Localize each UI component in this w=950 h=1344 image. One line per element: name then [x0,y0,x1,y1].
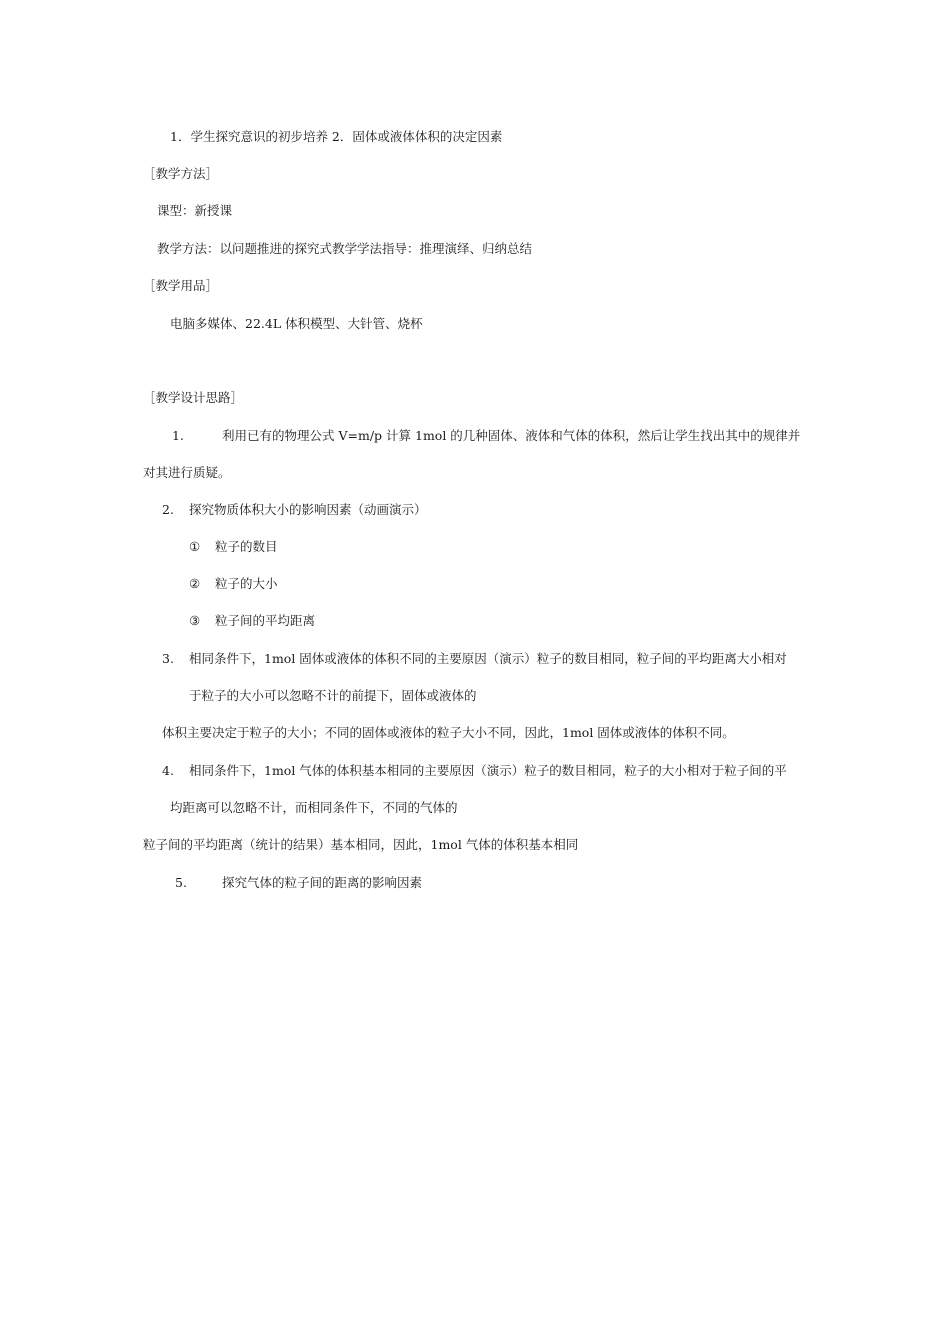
step-2-text: 探究物质体积大小的影响因素（动画演示） [189,502,427,517]
step-3-text: 相同条件下，1mol 固体或液体的体积不同的主要原因（演示）粒子的数目相同，粒子间的平均距离大小相对 [189,651,787,666]
course-type: 课型：新授课 [157,203,233,218]
step-1-text: 利用已有的物理公式 V=m/p 计算 1mol 的几种固体、液体和气体的体积，然后让学生找出其中的规律并 [222,428,801,443]
heading-design-ideas: ［教学设计思路］ [143,390,244,405]
factor-3-marker: ③ [189,613,201,628]
heading-teaching-method: ［教学方法］ [143,166,219,181]
step-4-text-cont: 均距离可以忽略不计，而相同条件下，不同的气体的 [170,800,458,815]
teaching-tools-text: 电脑多媒体、22.4L 体积模型、大针管、烧杯 [170,316,423,331]
heading-teaching-tools: ［教学用品］ [143,278,219,293]
step-3-text-cont-2: 体积主要决定于粒子的大小；不同的固体或液体的粒子大小不同，因此，1mol 固体或液体的体积不同。 [162,725,735,740]
factor-1-marker: ① [189,539,201,554]
step-1-text-cont: 对其进行质疑。 [143,465,231,480]
step-5-text: 探究气体的粒子间的距离的影响因素 [222,875,423,890]
step-5-number: 5. [175,875,187,890]
objective-line: 1．学生探究意识的初步培养 2．固体或液体体积的决定因素 [170,129,503,144]
factor-2-marker: ② [189,576,201,591]
factor-3-text: 粒子间的平均距离 [215,613,316,628]
teaching-method-text: 教学方法：以问题推进的探究式教学学法指导：推理演绎、归纳总结 [157,241,533,256]
step-1-number: 1. [172,428,184,443]
step-4-number: 4. [162,763,174,778]
step-2-number: 2. [162,502,174,517]
step-3-text-cont: 于粒子的大小可以忽略不计的前提下，固体或液体的 [189,688,477,703]
step-4-text: 相同条件下，1mol 气体的体积基本相同的主要原因（演示）粒子的数目相同，粒子的大小相对于粒子间的平 [189,763,787,778]
step-3-number: 3. [162,651,174,666]
step-4-text-cont-2: 粒子间的平均距离（统计的结果）基本相同，因此，1mol 气体的体积基本相同 [143,837,579,852]
factor-2-text: 粒子的大小 [215,576,278,591]
factor-1-text: 粒子的数目 [215,539,278,554]
